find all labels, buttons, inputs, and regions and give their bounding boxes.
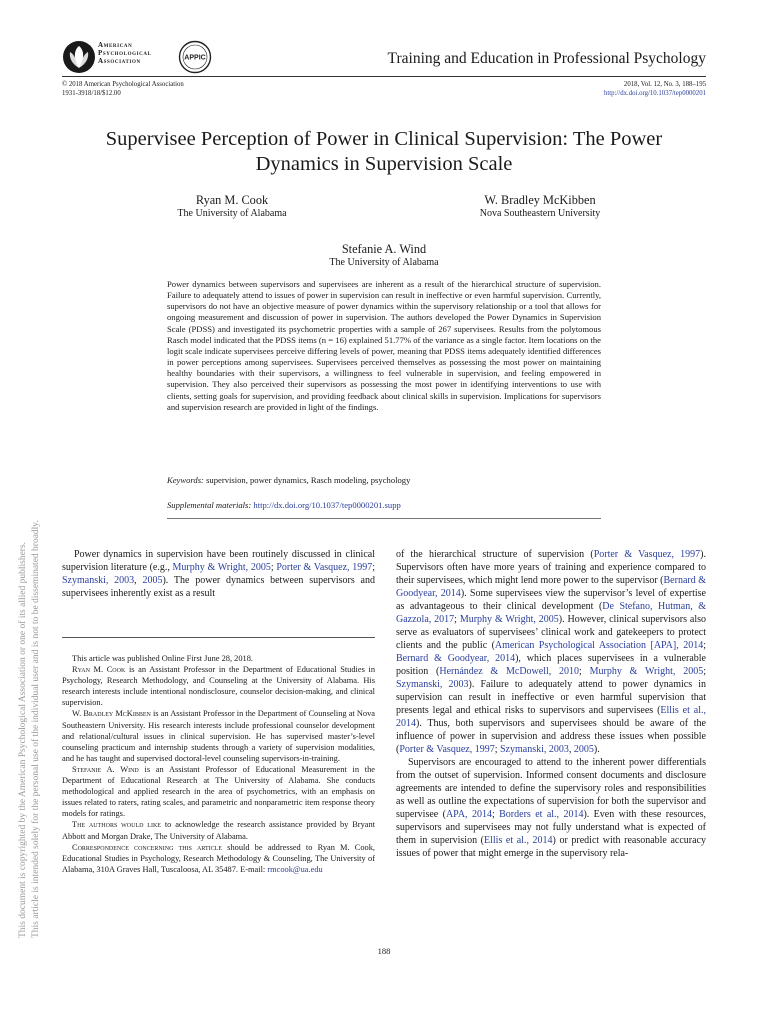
body-text: ;: [494, 744, 500, 755]
body-text: ,: [568, 744, 574, 755]
footnote-author-bio: is an Assistant Professor in the Department of Educational Studies in Psychology, Research Methodology, and Counseling at the University of Alabama. His research interests include intentional nondisclosure, counselor decision-making, and clinical supervision.: [62, 665, 376, 708]
footnote-lead: The authors would like: [72, 820, 161, 830]
citation-link[interactable]: Ellis et al., 2014: [396, 705, 706, 729]
citation-link[interactable]: Porter & Vasquez, 1997: [276, 562, 373, 573]
body-text: Power dynamics in supervision have been routinely discussed in clinical supervision literature (e.g.,: [62, 549, 375, 573]
doi-link[interactable]: http://dx.doi.org/10.1037/tep0000201: [603, 89, 706, 97]
copyright-line: © 2018 American Psychological Association: [62, 81, 184, 88]
citation-link[interactable]: Bernard & Goodyear, 2014: [396, 575, 706, 599]
supplemental-materials: [167, 500, 601, 511]
footnote-author: [62, 708, 375, 763]
body-text: ;: [491, 809, 500, 820]
citation-link[interactable]: Murphy & Wright, 2005: [459, 614, 559, 625]
footnote-acknowledgment: [62, 819, 375, 841]
body-text: ), which places supervisees in a vulnerable position (: [396, 653, 707, 677]
citation-link[interactable]: 2005: [142, 575, 163, 586]
citation-link[interactable]: APA, 2014: [445, 809, 492, 820]
body-paragraph: [396, 548, 706, 756]
footnotes: [62, 653, 375, 875]
body-text: ) or predict with reasonable accuracy issues of power that might emerge in the supervisory rela-: [396, 835, 706, 859]
volume-block: [604, 81, 706, 98]
footnote-author-name: Stefanie A. Wind: [72, 764, 139, 774]
footnote-lead: Correspondence concerning this article: [72, 842, 223, 852]
body-text: ). Even with these resources, supervisors and supervisees may not fully understand what is expected of them in supervision (: [396, 809, 707, 846]
copyright-block: [62, 81, 184, 98]
author-block: [300, 242, 468, 269]
article-title: Supervisee Perception of Power in Clinical Supervision: The Power Dynamics in Supervision Scale: [105, 128, 663, 175]
citation-link[interactable]: 2005: [573, 744, 594, 755]
footnote-text: to acknowledge the research assistance provided by Bryant Abbott and Morgan Drake, The University of Alabama.: [62, 820, 375, 841]
citation-link[interactable]: Porter & Vasquez, 1997: [593, 549, 701, 560]
appic-seal-icon: [178, 40, 212, 74]
citation-link[interactable]: Ellis et al., 2014: [484, 835, 553, 846]
keywords-list: supervision, power dynamics, Rasch modeling, psychology: [206, 475, 411, 485]
citation-link[interactable]: American Psychological Association [APA], 2014: [494, 640, 704, 651]
body-text: Supervisors are encouraged to attend to the inherent power differentials from the outset of supervision. Informed consent documents and disclosure agreements are intended to define the supervisory roles and responsibilities as well as outline the expectations of supervision for both the supervisor and supervisee (: [396, 757, 706, 820]
citation-link[interactable]: Borders et al., 2014: [499, 809, 584, 820]
footnote-rule: [62, 637, 375, 638]
body-text: ;: [579, 666, 590, 677]
citation-link[interactable]: Szymanski, 2003: [62, 575, 135, 586]
body-paragraph: [396, 756, 706, 860]
body-text: ). Some supervisees view the supervisor’s level of expertise as advantageous to their clinical development (: [396, 588, 706, 612]
body-text: ,: [134, 575, 143, 586]
apa-logo-icon: [62, 40, 96, 74]
body-text: ;: [703, 640, 706, 651]
author-affiliation: Nova Southeastern University: [479, 208, 601, 219]
citation-link[interactable]: Hernández & McDowell, 2010: [439, 666, 580, 677]
footnote-author: [62, 664, 375, 708]
header-rule: [62, 76, 706, 77]
footnote-author: [62, 764, 375, 819]
abstract: Power dynamics between supervisors and supervisees are inherent as a result of the hierarchical structure of supervision. Failure to adequately attend to issues of power in supervision can result in ineffective or even harmful supervision. Currently, supervisors do not have an objective measure of power dynamics within the supervisory relationship or a tool that allows for ongoing measurement and discussion of power in supervision. The authors developed the Power Dynamics in Supervision Scale (PDSS) and investigated its psychometric properties with a sample of 267 supervisees. Results from the polytomous Rasch model indicated that the PDSS items (n = 16) explained 51.77% of the variance as a single factor. Item locations on the logit scale indicate supervisees perceive differing levels of power, meaning that PDSS items adequately identified differences in power perceptions among supervisees. Supervisees perceived themselves as possessing the most power on maintaining healthy boundaries with their supervisors, a willingness to feel vulnerable in supervision, and feeling empowered in supervision. They also perceived their supervisors as possessing the most power in identifying interventions to use with clients, setting goals for supervision, and providing feedback about clinical skills in supervision. Implications for supervisors and supervision research are provided in light of the findings.: [167, 279, 601, 412]
appic-label: APPIC: [184, 54, 206, 62]
body-paragraph: [62, 548, 375, 600]
author-name: Stefanie A. Wind: [341, 242, 427, 256]
supplemental-label: Supplemental materials:: [167, 500, 252, 510]
abstract-rule: [167, 518, 601, 519]
publisher-line: Association: [98, 57, 141, 66]
author-block: [150, 193, 314, 220]
body-text: ;: [270, 562, 277, 573]
footnote-author-name: W. Bradley McKibben: [72, 709, 151, 719]
footnote-author-bio: is an Assistant Professor in the Department of Counseling at Nova Southeastern University. His research interests include professional counselor development and relational/cultural issues in clinical supervision. He has supervised master’s-level counseling practicum and internship students through a variety of supervision modalities, and he has taught and supervised doctoral-level counseling supervisors-in-training.: [62, 709, 375, 763]
citation-link[interactable]: Bernard & Goodyear, 2014: [396, 653, 516, 664]
author-affiliation: The University of Alabama: [329, 257, 439, 268]
side-notice-line: This document is copyrighted by the American Psychological Association or one of its allied publishers.: [18, 541, 28, 938]
keywords-label: Keywords:: [167, 475, 204, 485]
citation-link[interactable]: Porter & Vasquez, 1997: [399, 744, 495, 755]
side-notice-line: This article is intended solely for the personal use of the individual user and is not to be disseminated broadly.: [31, 520, 41, 938]
body-column-right: [396, 548, 706, 860]
body-text: of the hierarchical structure of supervision (: [396, 549, 594, 560]
body-text: ). Thus, both supervisors and supervisees should be aware of the influence of power in supervision and address these issues when possible (: [396, 718, 706, 755]
side-copyright-notice: [17, 258, 43, 938]
body-text: ). Supervisors often have more years of training and experience compared to their supervisees, which might lend more power to the supervisor (: [396, 549, 706, 586]
footnote-author-bio: is an Assistant Professor of Educational Measurement in the Department of Educational Research at The University of Alabama. She conducts methodological and applied research in the area of psychometrics, with an emphasis on issues related to raters, rating scales, and parametric and nonparametric item response theory models for ratings.: [62, 764, 375, 819]
citation-link[interactable]: Murphy & Wright, 2005: [172, 562, 271, 573]
author-affiliation: The University of Alabama: [177, 208, 287, 219]
body-text: ;: [372, 562, 376, 573]
issn-line: 1931-3918/18/$12.00: [62, 89, 121, 97]
volume-line: 2018, Vol. 12, No. 3, 188–195: [623, 81, 706, 88]
author-block: [460, 193, 620, 220]
journal-title: Training and Education in Professional Psychology: [387, 50, 706, 67]
publisher-line: American: [98, 41, 133, 49]
citation-link[interactable]: Szymanski, 2003: [396, 679, 469, 690]
keywords: [167, 475, 601, 486]
body-text: ;: [454, 614, 460, 625]
publisher-name: [98, 41, 151, 66]
supplemental-link[interactable]: http://dx.doi.org/10.1037/tep0000201.supp: [253, 500, 401, 510]
body-text: ). The power dynamics between supervisors and supervisees inherently exist as a result: [62, 575, 375, 599]
body-text: ). However, clinical supervisors also serve as evaluators of supervisees’ clinical work and gatekeepers to protect clients and the public (: [396, 614, 706, 651]
citation-link[interactable]: Szymanski, 2003: [499, 744, 569, 755]
body-column-left: [62, 548, 375, 600]
footnote-published: This article was published Online First June 28, 2018.: [72, 654, 253, 663]
footnote-correspondence: [62, 842, 375, 875]
citation-link[interactable]: Murphy & Wright, 2005: [589, 666, 704, 677]
body-text: ). Failure to adequately attend to power dynamics in supervision can result in ineffective or even harmful supervision that presents legal and ethical risks to supervisors and supervisees (: [396, 679, 706, 716]
citation-link[interactable]: De Stefano, Hutman, & Gazzola, 2017: [396, 601, 706, 625]
body-text: ).: [593, 744, 600, 755]
body-text: ;: [703, 666, 706, 677]
footnote-text: should be addressed to Ryan M. Cook, Educational Studies in Psychology, Research Methodology & Counseling, The University of Alabama, 310A Graves Hall, Tuscaloosa, AL 35487. E-mail:: [62, 842, 375, 874]
footnote-author-name: Ryan M. Cook: [72, 665, 126, 675]
publisher-line: Psychological: [98, 49, 152, 58]
email-link[interactable]: rmcook@ua.edu: [267, 864, 323, 874]
author-name: Ryan M. Cook: [195, 193, 269, 207]
page-number: 188: [377, 946, 391, 956]
author-name: W. Bradley McKibben: [484, 193, 596, 207]
